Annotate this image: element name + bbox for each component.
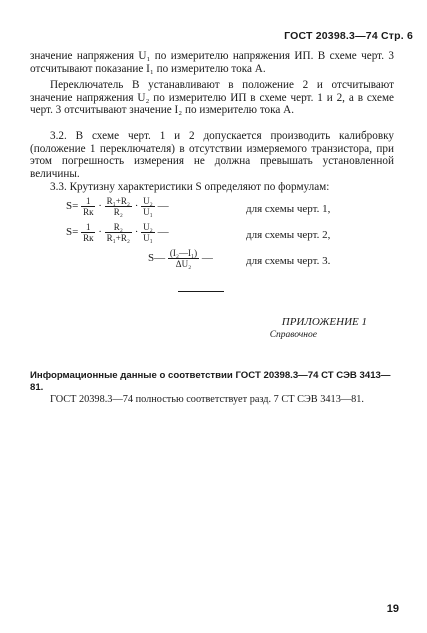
numerator: (I₂—I₁) bbox=[169, 248, 198, 258]
fraction bbox=[81, 222, 95, 243]
paragraph-2: Переключатель В устанавливают в положение 2 и отсчитывают значение напряжения U₂ по измерителю ИП в схеме черт. 1 и 2, а в схеме черт. 3 отсчитывают значение I₂ по измерителю тока А. bbox=[30, 79, 394, 117]
numerator: U₂ bbox=[143, 196, 153, 206]
denominator: Rк bbox=[83, 233, 94, 243]
fraction bbox=[105, 222, 132, 243]
denominator: R₂ bbox=[105, 206, 132, 217]
formula-lhs: S= bbox=[66, 200, 79, 213]
dot: · bbox=[98, 200, 102, 213]
fraction bbox=[168, 248, 199, 269]
formula-3 bbox=[148, 248, 213, 269]
denominator: R₁+R₂ bbox=[106, 233, 130, 243]
page-number: 19 bbox=[386, 603, 399, 615]
page-header: ГОСТ 20398.3—74 Стр. 6 bbox=[284, 30, 413, 42]
formula-2-label: для схемы черт. 2, bbox=[246, 229, 331, 241]
formula-1 bbox=[66, 196, 169, 217]
info-heading: Информационные данные о соответствии ГОСТ 20398.3—74 СТ СЭВ 3413—81. bbox=[30, 370, 391, 393]
denominator: Rк bbox=[83, 207, 94, 217]
fraction bbox=[141, 222, 155, 243]
numerator: 1 bbox=[86, 222, 91, 232]
paragraph-4: 3.3. Крутизну характеристики S определяют по формулам: bbox=[50, 181, 330, 193]
formula-1-label: для схемы черт. 1, bbox=[246, 203, 331, 215]
appendix-subtitle: Справочное bbox=[269, 330, 317, 340]
fraction bbox=[141, 196, 155, 217]
formula-tail: — bbox=[157, 200, 169, 213]
formula-lhs: S— bbox=[148, 252, 166, 265]
appendix-title: ПРИЛОЖЕНИЕ 1 bbox=[281, 316, 367, 328]
dot: · bbox=[98, 226, 102, 239]
formula-tail: — bbox=[201, 252, 213, 265]
fraction bbox=[81, 196, 95, 217]
dot: · bbox=[134, 226, 139, 239]
dot: · bbox=[134, 200, 139, 213]
formula-3-label: для схемы черт. 3. bbox=[246, 255, 331, 267]
fraction bbox=[105, 196, 132, 217]
denominator: U₁ bbox=[143, 233, 153, 243]
numerator: 1 bbox=[86, 196, 91, 206]
numerator: U₂ bbox=[143, 222, 153, 232]
section-divider bbox=[178, 291, 224, 292]
numerator: R₂ bbox=[113, 222, 123, 232]
paragraph-1: значение напряжения U₁ по измерителю напряжения ИП. В схеме черт. 3 отсчитывают показание I₁ по измерителю тока А. bbox=[30, 50, 394, 75]
numerator: R₁+R₂ bbox=[106, 196, 130, 206]
denominator: ΔU₂ bbox=[168, 258, 199, 269]
formula-lhs: S= bbox=[66, 226, 79, 239]
info-text: ГОСТ 20398.3—74 полностью соответствует разд. 7 СТ СЭВ 3413—81. bbox=[50, 394, 365, 405]
formula-tail: — bbox=[157, 226, 169, 239]
formula-2 bbox=[66, 222, 169, 243]
denominator: U₁ bbox=[143, 207, 153, 217]
paragraph-3: 3.2. В схеме черт. 1 и 2 допускается производить калибровку (положение 1 переключателя) в отсутствии измеряемого транзистора, при этом погрешность измерения не должна превышать установленной величины. bbox=[30, 130, 394, 180]
info-block bbox=[30, 370, 402, 406]
